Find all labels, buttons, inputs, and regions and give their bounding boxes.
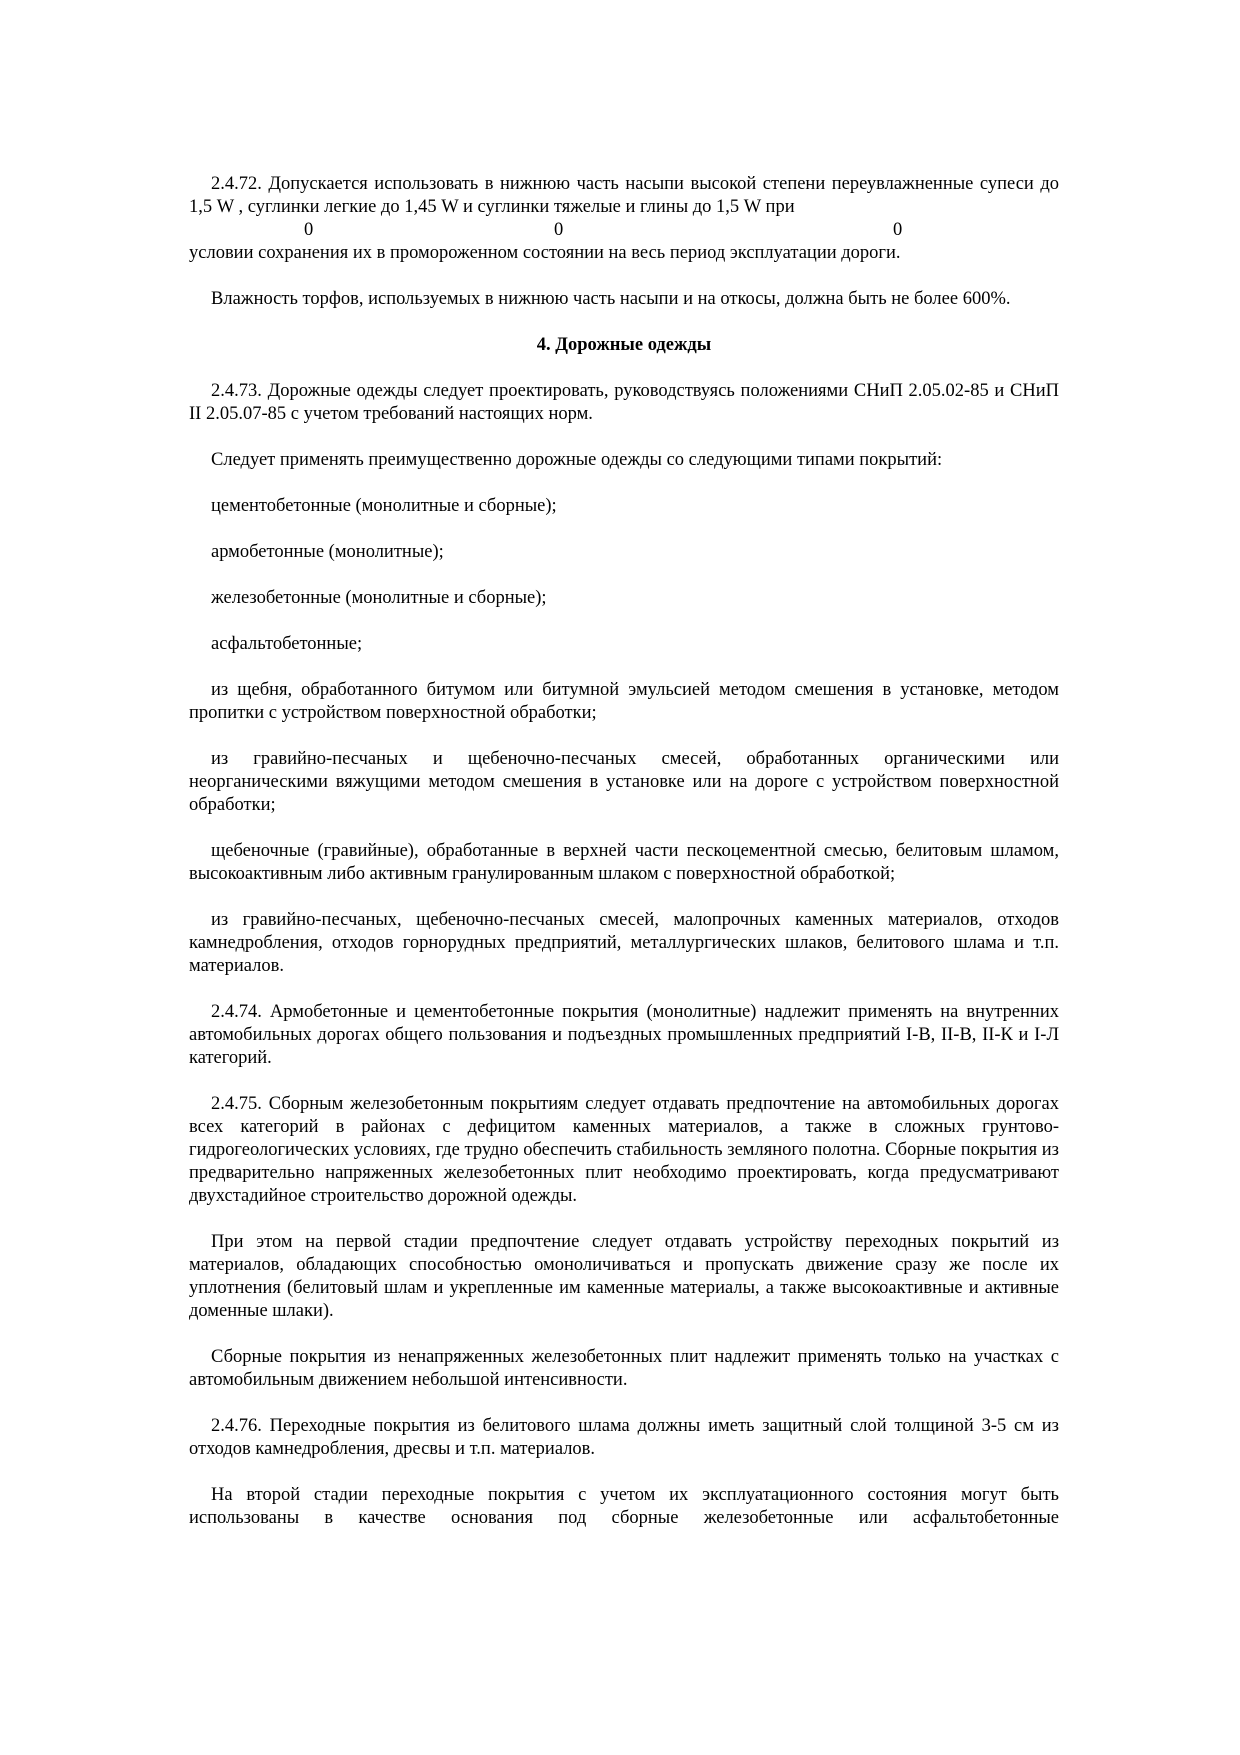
section-heading: 4. Дорожные одежды (536, 335, 712, 355)
paragraph-coating-types-intro: Следует применять преимущественно дорожные одежды со следующими типами покрытий: (211, 450, 943, 470)
list-item-cement-concrete: цементобетонные (монолитные и сборные); (211, 496, 557, 516)
list-item-asphalt-concrete: асфальтобетонные; (211, 634, 363, 654)
subscript-w0-3: 0 (893, 220, 903, 240)
list-item-gravel-sand-mixes: из гравийно-песчаных и щебеночно-песчаных смесей, обработанных органическими или неорганическими вяжущими методом смешения в установке или на дороге с устройством поверхностной обработки; (189, 749, 1059, 815)
paragraph-2-4-72: 2.4.72. Допускается использовать в нижнюю часть насыпи высокой степени переувлажненные супеси до 1,5 W , суглинки легкие до 1,45 W и суглинки тяжелые и глины до 1,5 W при (189, 174, 1059, 217)
list-item-ferroconcrete: железобетонные (монолитные и сборные); (211, 588, 547, 608)
paragraph-2-4-75: 2.4.75. Сборным железобетонным покрытиям следует отдавать предпочтение на автомобильных дорогах всех категорий в районах с дефицитом каменных материалов, а также в сложных грунтово-гидрогеологических условиях, где трудно обеспечить стабильность земляного полотна. Сборные покрытия из предварительно напряженных железобетонных плит необходимо проектировать, когда предусматривают двухстадийное строительство дорожной одежды. (189, 1094, 1059, 1206)
subscript-line (189, 219, 1059, 242)
paragraph-peat-moisture: Влажность торфов, используемых в нижнюю часть насыпи и на откосы, должна быть не более 600%. (211, 289, 1011, 309)
subscript-w0-1: 0 (304, 220, 314, 240)
paragraph-2-4-74: 2.4.74. Армобетонные и цементобетонные покрытия (монолитные) надлежит применять на внутренних автомобильных дорогах общего пользования и подъездных промышленных предприятий I-В, II-В, II-К и I-Л категорий. (189, 1002, 1059, 1068)
paragraph-2-4-72-end: условии сохранения их в промороженном состоянии на весь период эксплуатации дороги. (189, 243, 901, 263)
subscript-w0-2: 0 (554, 220, 564, 240)
paragraph-second-stage: На второй стадии переходные покрытия с учетом их эксплуатационного состояния могут быть использованы в качестве основания под сборные железобетонные или асфальтобетонные (189, 1485, 1059, 1528)
paragraph-2-4-76: 2.4.76. Переходные покрытия из белитового шлама должны иметь защитный слой толщиной 3-5 см из отходов камнедробления, дресвы и т.п. материалов. (189, 1416, 1059, 1459)
list-item-crushed-stone-bitumen: из щебня, обработанного битумом или битумной эмульсией методом смешения в установке, методом пропитки с устройством поверхностной обработки; (189, 680, 1059, 723)
document-page (189, 173, 1059, 1553)
list-item-reinforced-concrete: армобетонные (монолитные); (211, 542, 444, 562)
paragraph-first-stage: При этом на первой стадии предпочтение следует отдавать устройству переходных покрытий из материалов, обладающих способностью омоноличиваться и пропускать движение сразу же после их уплотнения (белитовый шлам и укрепленные им каменные материалы, а также высокоактивные и активные доменные шлаки). (189, 1232, 1059, 1321)
paragraph-2-4-73: 2.4.73. Дорожные одежды следует проектировать, руководствуясь положениями СНиП 2.05.02-85 и СНиП II 2.05.07-85 с учетом требований настоящих норм. (189, 381, 1059, 424)
paragraph-non-prestressed-plates: Сборные покрытия из ненапряженных железобетонных плит надлежит применять только на участках с автомобильным движением небольшой интенсивности. (189, 1347, 1059, 1390)
list-item-low-strength-materials: из гравийно-песчаных, щебеночно-песчаных смесей, малопрочных каменных материалов, отходов камнедробления, отходов горнорудных предприятий, металлургических шлаков, белитового шлама и т.п. материалов. (189, 910, 1059, 976)
list-item-crushed-gravel-treated: щебеночные (гравийные), обработанные в верхней части пескоцементной смесью, белитовым шламом, высокоактивным либо активным гранулированным шлаком с поверхностной обработкой; (189, 841, 1059, 884)
